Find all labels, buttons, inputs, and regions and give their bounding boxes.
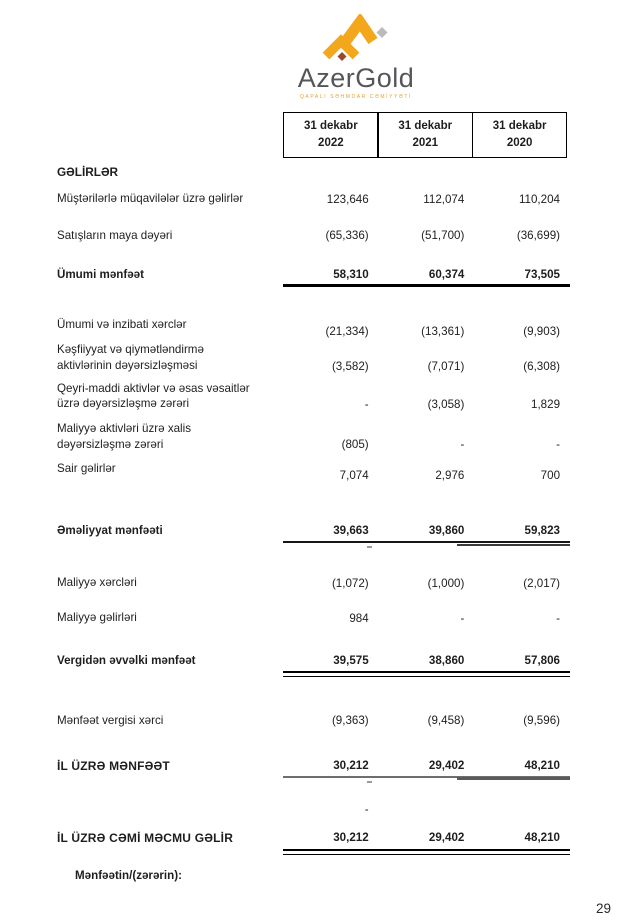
value-2022: (21,334) xyxy=(325,325,369,339)
logo-mark-icon xyxy=(312,14,400,64)
value-2022: (65,336) xyxy=(325,229,369,243)
col-header-2022: 31 dekabr 2022 xyxy=(283,112,379,158)
value-2020: (6,308) xyxy=(523,359,561,373)
row-label: Sair gəlirlər xyxy=(57,462,116,476)
row-label: Vergidən əvvəlki mənfəət xyxy=(57,653,196,667)
value-2022: (9,363) xyxy=(331,714,369,728)
row-income-tax xyxy=(57,713,570,729)
row-profit-for-year xyxy=(57,758,570,778)
row-label: Kəşfiiyyat və qiymətləndirmə aktivlərinin dəyərsizləşməsi xyxy=(57,343,204,373)
value-2022: (805) xyxy=(341,438,369,452)
azergold-logo xyxy=(276,14,436,100)
value-2020: (2,017) xyxy=(523,576,561,590)
row-intangibles-impairment xyxy=(57,381,570,412)
row-label: İL ÜZRƏ MƏNFƏƏT xyxy=(57,759,170,774)
logo-tagline: QAPALI SƏHMDAR CƏMİYYƏTİ xyxy=(299,94,413,100)
value-2022: 58,310 xyxy=(333,268,369,282)
value-2022: (1,072) xyxy=(331,576,369,590)
row-admin-expenses xyxy=(57,317,570,339)
value-2020: - xyxy=(556,611,561,625)
attributable-note: Mənfəətin/(zərərin): xyxy=(75,868,182,882)
value-2020 xyxy=(474,802,570,817)
row-dash-note xyxy=(57,802,570,817)
double-total-rule xyxy=(283,671,570,677)
row-profit-before-tax xyxy=(57,653,570,677)
value-2021 xyxy=(379,802,475,817)
value-2021: 29,402 xyxy=(428,759,465,773)
col-header-2020: 31 dekabr 2020 xyxy=(472,112,568,158)
value-2021: - xyxy=(460,438,465,452)
row-financial-assets-impairment xyxy=(57,421,570,452)
col-header-2021: 31 dekabr 2021 xyxy=(377,112,473,158)
value-2020: 48,210 xyxy=(524,831,561,845)
value-2021: 29,402 xyxy=(428,831,465,845)
column-headers xyxy=(283,112,570,158)
row-finance-income xyxy=(57,610,570,626)
total-rule xyxy=(283,776,570,778)
silver-diamond-icon xyxy=(377,27,388,38)
value-2022: 7,074 xyxy=(339,469,369,483)
value-2022: - xyxy=(364,803,369,817)
row-label: Maliyyə gəlirləri xyxy=(57,611,137,625)
value-2021: (1,000) xyxy=(427,576,465,590)
page-number: 29 xyxy=(595,901,611,916)
row-exploration-impairment xyxy=(57,342,570,373)
value-2022: 30,212 xyxy=(333,759,369,773)
brown-diamond-icon xyxy=(338,52,347,61)
section-title-revenues: GƏLİRLƏR xyxy=(57,165,119,179)
value-2020: 57,806 xyxy=(524,653,561,667)
value-2021: 39,860 xyxy=(428,524,465,538)
row-revenue xyxy=(57,191,570,207)
value-2020: 110,204 xyxy=(518,192,561,206)
value-2021: (13,361) xyxy=(421,325,465,339)
value-2022: 39,663 xyxy=(333,524,369,538)
value-2020: 48,210 xyxy=(524,759,561,773)
total-rule xyxy=(283,284,570,287)
total-rule xyxy=(283,541,570,543)
row-label: Mənfəət vergisi xərci xyxy=(57,713,164,727)
row-label: Müştərilərlə müqavilələr üzrə gəlirlər xyxy=(57,192,244,205)
row-label: Satışların maya dəyəri xyxy=(57,228,173,242)
row-label: İL ÜZRƏ CƏMİ MƏCMU GƏLİR xyxy=(57,831,234,846)
value-2020: 700 xyxy=(540,469,561,483)
row-finance-costs xyxy=(57,575,570,591)
row-gross-profit xyxy=(57,267,570,287)
value-2020: (9,596) xyxy=(523,714,561,728)
row-total-comprehensive-income xyxy=(57,830,570,854)
value-2022: 39,575 xyxy=(333,653,369,667)
value-2020: 73,505 xyxy=(524,268,561,282)
income-statement-table xyxy=(57,112,570,882)
value-2021: - xyxy=(460,611,465,625)
logo-brand-text: AzerGold xyxy=(297,63,415,93)
value-2021: 60,374 xyxy=(428,268,465,282)
value-2020: (36,699) xyxy=(516,229,561,243)
row-label: Ümumi mənfəət xyxy=(57,268,144,282)
value-2020: 1,829 xyxy=(531,397,561,411)
row-operating-profit xyxy=(57,523,570,543)
value-2020: 59,823 xyxy=(524,524,561,538)
value-2022: (3,582) xyxy=(331,359,369,373)
row-label: Əməliyyat mənfəəti xyxy=(57,524,163,538)
row-other-income xyxy=(57,461,570,483)
value-2021: 112,074 xyxy=(423,192,465,206)
value-2022: 984 xyxy=(349,611,369,625)
value-2021: (7,071) xyxy=(427,359,465,373)
row-label: Ümumi və inzibati xərclər xyxy=(57,318,187,332)
value-2021: (51,700) xyxy=(421,229,465,243)
value-2021: 2,976 xyxy=(435,469,465,483)
value-2020: (9,903) xyxy=(523,325,561,339)
value-2022: - xyxy=(364,397,369,411)
value-2020: - xyxy=(556,438,561,452)
value-2021: (3,058) xyxy=(427,397,465,411)
row-label: Maliyyə xərcləri xyxy=(57,576,137,590)
value-2021: (9,458) xyxy=(427,714,465,728)
value-2022: 30,212 xyxy=(333,831,369,845)
value-2022: 123,646 xyxy=(326,192,369,206)
row-label: Maliyyə aktivləri üzrə xalis dəyərsizləşmə zərəri xyxy=(57,421,192,451)
row-label: Qeyri-maddi aktivlər və əsas vəsaitlər üzrə dəyərsizləşmə zərəri xyxy=(57,381,250,411)
row-cost-of-sales xyxy=(57,228,570,244)
value-2021: 38,860 xyxy=(428,653,465,667)
double-total-rule xyxy=(283,849,570,855)
